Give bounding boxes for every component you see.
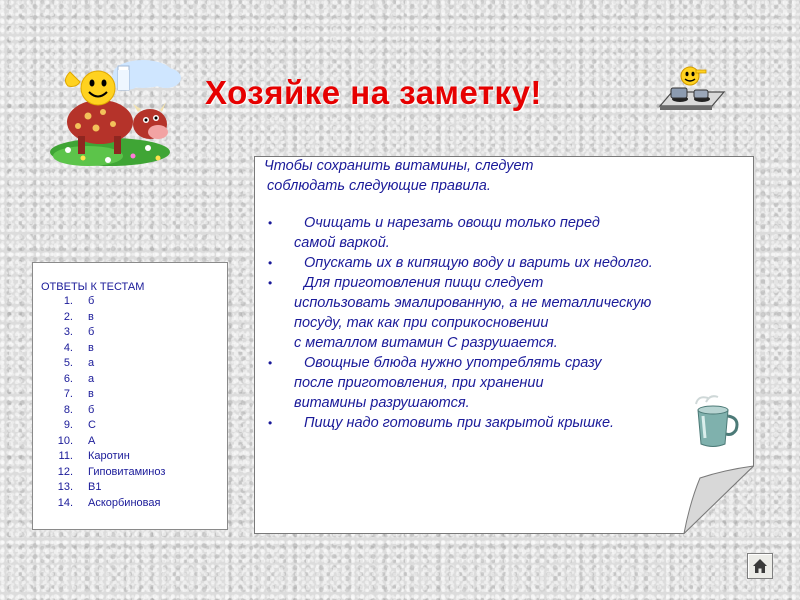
rule-item	[264, 353, 749, 413]
smiley-stove-clipart-icon	[656, 62, 728, 114]
tips-note	[254, 156, 754, 534]
answer-value: б	[88, 326, 95, 338]
note-text	[264, 156, 749, 433]
answer-item	[33, 480, 227, 496]
rule-item	[264, 253, 749, 273]
answer-item	[33, 372, 227, 388]
answer-item	[33, 465, 227, 481]
answer-item	[33, 325, 227, 341]
rule-line: Овощные блюда нужно употреблять сразу	[304, 355, 602, 371]
answer-value: В1	[88, 481, 102, 493]
note-intro-line: соблюдать следующие правила.	[267, 178, 491, 194]
answer-value: С	[88, 419, 96, 431]
answer-item	[33, 403, 227, 419]
answer-item	[33, 496, 227, 512]
cow-smiley-clipart-icon	[48, 52, 183, 170]
rule-line: с металлом витамин С разрушается.	[294, 335, 558, 351]
bullet: •	[268, 276, 273, 290]
bullet: •	[268, 416, 273, 430]
rule-line: после приготовления, при хранении	[294, 375, 544, 391]
answer-item	[33, 310, 227, 326]
answer-value: а	[88, 357, 95, 369]
mug-clipart-icon	[688, 392, 742, 450]
answer-number: 4.	[63, 341, 73, 354]
home-nav-icon	[748, 554, 772, 578]
answers-heading: ОТВЕТЫ К ТЕСТАМ	[41, 281, 145, 293]
answer-number: 9.	[63, 419, 73, 431]
answer-number: 3.	[63, 326, 73, 338]
answer-value: Аскорбиновая	[88, 496, 161, 509]
answer-item	[33, 341, 227, 357]
answer-value: в	[88, 341, 94, 354]
note-intro-line: Чтобы сохранить витамины, следует	[264, 158, 534, 174]
rule-line: использовать эмалированную, а не металлическую	[294, 295, 652, 311]
bullet: •	[268, 216, 273, 230]
rules-list	[264, 213, 749, 433]
answer-number: 11.	[58, 450, 73, 462]
rule-line: витамины разрушаются.	[294, 395, 470, 411]
rule-line: посуду, так как при соприкосновении	[294, 315, 549, 331]
answer-value: в	[88, 388, 94, 400]
rule-line: Опускать их в кипящую воду и варить их недолго.	[304, 255, 653, 271]
bullet: •	[268, 256, 273, 270]
rule-line: Очищать и нарезать овощи только перед	[304, 215, 600, 231]
answer-value: А	[88, 434, 96, 447]
answer-value: б	[88, 403, 95, 416]
answers-panel	[32, 262, 228, 530]
answer-number: 13.	[57, 481, 73, 493]
page-title: Хозяйке на заметку!	[205, 74, 542, 111]
answer-value: Гиповитаминоз	[88, 465, 166, 478]
answer-value: б	[88, 295, 95, 307]
answer-item	[33, 356, 227, 372]
answer-number: 1.	[63, 295, 73, 307]
answer-number: 10.	[57, 434, 73, 447]
answer-number: 14.	[57, 496, 73, 509]
rule-item	[264, 273, 749, 353]
rule-item	[264, 413, 749, 433]
answer-number: 8.	[63, 403, 73, 416]
rule-line: самой варкой.	[294, 235, 390, 251]
answer-number: 12.	[57, 465, 73, 478]
answer-item	[33, 294, 227, 310]
home-nav-button[interactable]	[747, 553, 773, 579]
answer-number: 7.	[63, 388, 73, 400]
answer-item	[33, 418, 227, 434]
answer-item	[33, 434, 227, 450]
answer-value: а	[88, 372, 95, 385]
answer-item	[33, 387, 227, 403]
rule-line: Пищу надо готовить при закрытой крышке.	[304, 415, 615, 431]
answer-item	[33, 449, 227, 465]
bullet: •	[268, 356, 273, 370]
rule-item	[264, 213, 749, 253]
answer-number: 5.	[63, 357, 73, 369]
answer-value: Каротин	[88, 450, 130, 462]
answer-number: 6.	[63, 372, 73, 385]
answers-list	[33, 294, 227, 511]
rule-line: Для приготовления пищи следует	[304, 275, 544, 291]
answer-number: 2.	[63, 310, 73, 323]
answer-value: в	[88, 310, 94, 323]
